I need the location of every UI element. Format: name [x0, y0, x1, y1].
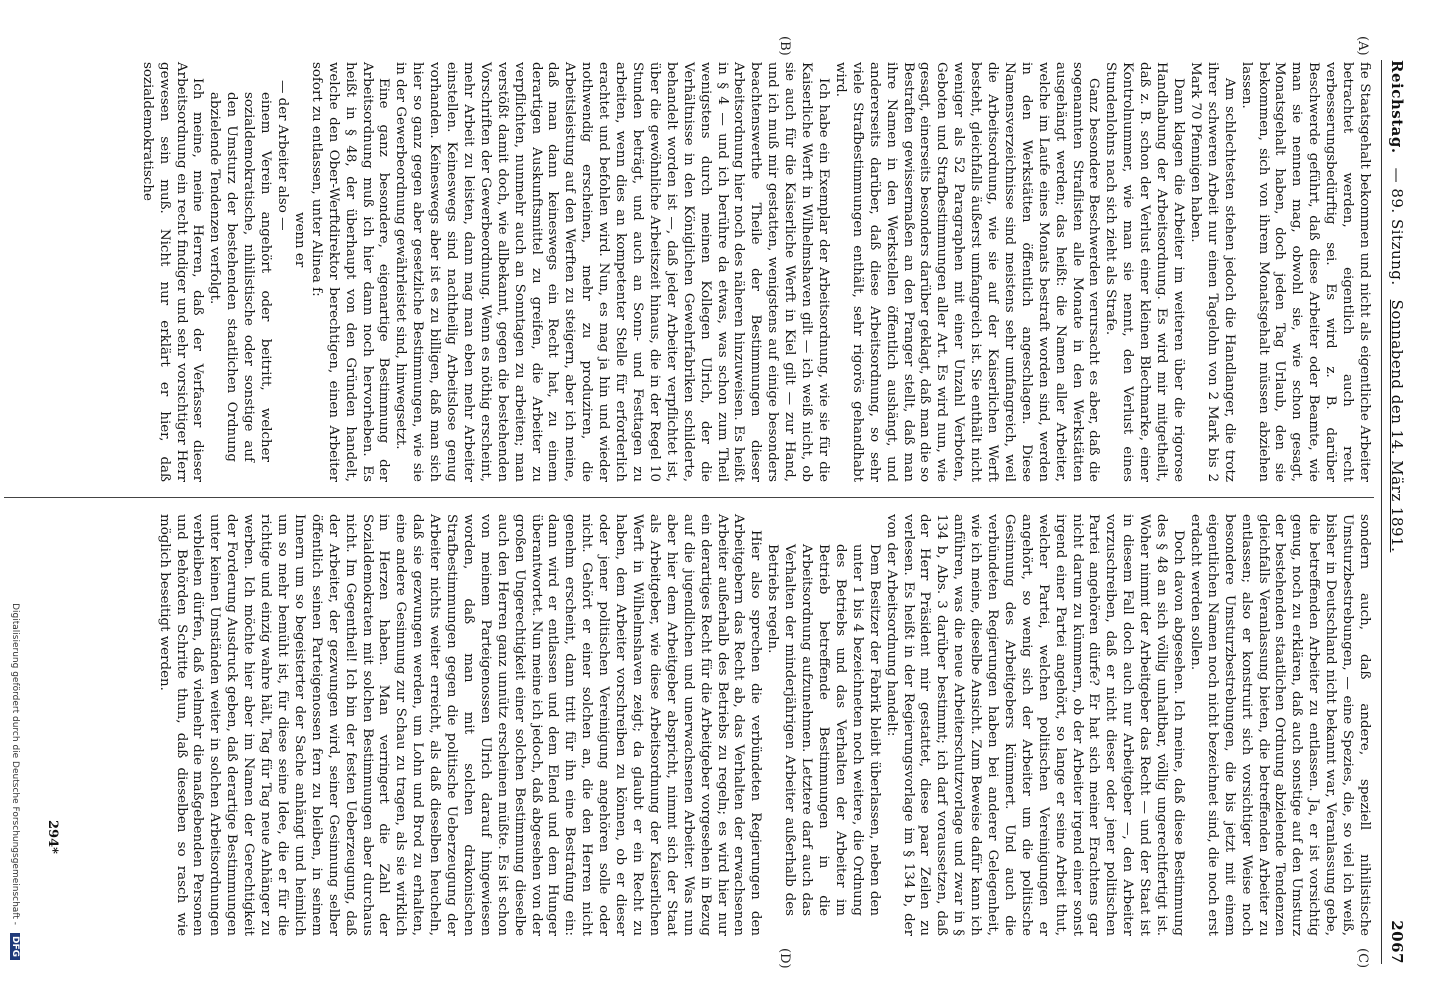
- header-page-number: 2067: [1388, 920, 1406, 964]
- paragraph: Eine ganz besondere, eigenartige Bestimmung der Arbeitsordnung muß ich hier dann noch hervorheben. Es heißt in § 48, der überhaupt von den Gründen handelt, welche den Ober-Werftdirektor berechtigen, einen Arbeiter sofort zu entlassen, unter Alinea f:: [308, 62, 392, 482]
- quote-block: einem Verein angehört oder beitritt, welcher sozialdemokratische, nihilistische oder sonstige auf den Umsturz der bestehenden staatlichen Ordnung abzielende Tendenzen verfolgt.: [207, 92, 274, 462]
- quote-block: Dem Besitzer der Fabrik bleibt überlassen, neben den unter 1 bis 4 bezeichneten noch weitere, die Ordnung des Betriebs und das Verhalten der Arbeiter im Betrieb betreffende Bestimmungen in die Arbeitsordnung aufzunehmen. Letztere darf auch das Verhalten der minderjährigen Arbeiter außerhalb des Betriebs regeln.: [765, 544, 882, 916]
- left-text-column: [138, 62, 1372, 482]
- column-divider: [4, 497, 1374, 498]
- header-session: — 89. Sitzung.: [1388, 167, 1406, 286]
- paragraph: Ich meine, meine Herren, daß der Verfasser dieser Arbeitsordnung ein recht findiger und sehr vorsichtiger Herr gewesen sein muß. Nicht nur erklärt er hier, daß sozialdemokratische: [139, 62, 206, 482]
- quote-line: — der Arbeiter also —: [275, 80, 290, 231]
- digitization-footer: [10, 60, 20, 960]
- paragraph: Doch davon abgesehen. Ich meine, daß diese Bestimmung des § 48 an sich völlig unhaltbar, völlig ungerechtfertigt ist. Woher nimmt der Arbeitgeber das Recht — und der Staat ist in diesem Fall doch auch nur Arbeitgeber —, den Arbeiter vorzuschreiben, daß er nicht dieser oder jener politischen Partei angehören dürfe? Er hat sich meiner Erachtens gar nicht darum zu kümmern, ob der Arbeiter irgend einer sonst irgend einer Partei angehört, so lange er seine Arbeit thut, welcher Partei, welchen politischen Vereinigungen er angehört, so wenig sich der Arbeiter um die politische Gesinnung des Arbeitgebers kümmert. Und auch die verbündeten Regierungen haben bei anderer Gelegenheit, wie ich meine, dieselbe Ansicht. Zum Beweise dafür kann ich anführen, was die neue Arbeiterschutzvorlage und zwar in § 134 b, Abs. 3 darüber bestimmt; ich darf voraussetzen, daß der Herr Präsident mir gestattet, diese paar Zeilen zu verlesen. Es heißt in der Regierungsvorlage im § 134 b, der von der Arbeitsordnung handelt:: [883, 514, 1187, 936]
- paragraph: Ich habe ein Exemplar der Arbeitsordnung, wie sie für die Kaiserliche Werft in Wilhelmshaven gilt — ich weiß nicht, ob sie auch für die Kaiserliche Werft in Kiel gilt — zur Hand, und ich muß mir gestatten, wenigstens auf einige besonders beachtenswerthe Theile der Bestimmungen dieser Arbeitsordnung hier noch des näheren hinzuweisen. Es heißt in § 4 — und ich berühre da etwas, was schon zum Theil wenigstens durch meinen Kollegen Ulrich, der die Verhältnisse in den Königlichen Gewehrfabriken schilderte, behandelt worden ist —, daß jeder Arbeiter verpflichtet ist, über die gewöhnliche Arbeitszeit hinaus, die in der Regel 10 Stunden beträgt, und auch an Sonn- und Festtagen zu arbeiten, wenn dies an kompetenter Stelle für erforderlich erachtet und befohlen wird. Nun, es mag ja hin und wieder nothwendig erscheinen, mehr zu produziren, die Arbeitsleistung auf den Werften zu steigern, aber ich meine, daß man dann keineswegs ein Recht hat, zu einem derartigen Auskunftsmittel zu greifen, die Arbeiter zu verpflichten, nunmehr auch an Sonntagen zu arbeiten; man verstößt damit doch, wie allbekannt, gegen die bestehenden Vorschriften der Gewerbeordnung. Wenn es nöthig erscheint, mehr Arbeit zu leisten, dann mag man eben mehr Arbeiter einstellen. Keineswegs sind nachtheilig Arbeitslose genug vorhanden. Keineswegs aber ist es zu billigen, daß man sich hier so ganz gegen aber gesetzliche Bestimmungen, wie sie in der Gewerbeordnung gewährleistet sind, hinwegsetzt.: [393, 62, 831, 482]
- paragraph: Hier also sprechen die verbündeten Regierungen den Arbeitgebern das Recht ab, das Verhalten der erwachsenen Arbeiter außerhalb des Betriebs zu regeln; es wird hier nur ein derartiges Recht für die Arbeitgeber vorgesehen in Bezug auf die jugendlichen und unerwachsenen Arbeiter. Was nun aber hier dem Arbeitgeber abspricht, nimmt sich der Staat als Arbeitgeber, wie diese Arbeitsordnung der Kaiserlichen Werft in Wilhelmshaven zeigt; da glaubt er ein Recht zu haben, dem Arbeiter vorschreiben zu können, ob er dieser oder jener politischen Vereinigung angehören solle oder nicht. Gehört er einer solchen an, die den Herren nicht genehm erscheint, dann tritt für ihn eine Bestrafung ein: dann wird er entlassen und dem Elend und dem Hunger überantwortet. Nun meine ich jedoch, daß abgesehen von der großen Ungerechtigkeit einer solchen Bestimmung dieselbe auch den Herren ganz unnütz erscheinen müßte. Es ist schon von meinem Parteigenossen Ulrich darauf hingewiesen worden, daß man mit solchen drakonischen Strafbestimmungen gegen die politische Ueberzeugung der Arbeiter nichts weiter erreicht, als daß dieselben heucheln, daß sie gezwungen werden, um Lohn und Brod zu erhalten, eine andere Gesinnung zur Schau zu tragen, als sie wirklich im Herzen haben. Man verringert die Zahl der Sozialdemokraten mit solchen Bestimmungen aber durchaus nicht. Im Gegentheil! Ich bin der festen Ueberzeugung, daß der Arbeiter, der gezwungen wird, seiner Gesinnung selber öffentlich seinen Parteigenossen fern zu bleiben, in seinem Innern um so begeisterter der Sache anhängt und heimlich um so mehr bemüht ist, für diese seine Idee, die er für die richtige und einzig wahre hält, Tag für Tag neue Anhänger zu werben. Ich möchte hier aber im Namen der Gerechtigkeit der Forderung Ausdruck geben, daß derartige Bestimmungen unter keinen Umständen weiter in solchen Arbeitsordnungen verbleiben dürfen, daß vielmehr die maßgebenden Personen und Behörden Schritte thun, daß dieselben so rasch wie möglich beseitigt werden.: [156, 514, 764, 937]
- header-title: Reichstag.: [1388, 60, 1406, 154]
- margin-mark-d: (D): [777, 948, 792, 969]
- margin-mark-c: (C): [1355, 948, 1370, 969]
- paragraph: fie Staatsgehalt bekommen und nicht als eigentliche Arbeiter betrachtet werden, eigentlich auch recht verbesserungsbedürftig sei. Es wird z. B. darüber Beschwerde geführt, daß diese Arbeiter oder Beamte, wie man sie nennen mag, obwohl sie, wie schon gesagt, Monatsgehalt haben, doch jeden Tag Urlaub, den sie bekommen, sich von ihrem Monatsgehalt müssen abziehen lassen.: [1238, 62, 1372, 482]
- quote-line: wenn er: [291, 212, 307, 268]
- margin-mark-a: (A): [1355, 36, 1370, 56]
- header-rule: [1381, 60, 1382, 964]
- digitization-note: Digitalisierung gefördert durch die Deutsche Forschungsgemeinschaft -: [10, 603, 20, 925]
- header-date: Sonnabend den 14. März 1891.: [1388, 299, 1406, 553]
- signature-mark: 294*: [45, 820, 60, 854]
- right-text-column: [155, 514, 1372, 936]
- paragraph: Dann klagen die Arbeiter im weiteren über die rigorose Handhabung der Arbeitsordnung. Es wird mir mitgetheilt, daß z. B. schon der Verlust einer kleinen Blechmarke, einer Kontrolnummer, wie man sie nennt, den Verlust eines Stundenlohns nach sich zieht als Strafe.: [1103, 62, 1187, 482]
- page-header: [1384, 60, 1406, 964]
- paragraph: Am schlechtesten stehen jedoch die Handlanger, die trotz ihrer schweren Arbeit nur einen Tagelohn von 2 Mark bis 2 Mark 70 Pfennigen haben.: [1187, 62, 1237, 482]
- paragraph: Ganz besondere Beschwerden verursacht es aber, daß die sogenannten Straflisten alle Monate in den Werkstätten ausgehängt werden; das heißt: die Namen aller Arbeiter, welche im Laufe eines Monats bestraft worden sind, werden in den Werkstätten öffentlich angeschlagen. Diese Namensverzeichnisse sind meistens sehr umfangreich, weil die Arbeitsordnung, wie sie auf der Kaiserlichen Werft besteht, gleichfalls äußerst umfangreich ist. Sie enthält nicht weniger als 52 Paragraphen mit einer Unzahl Verboten, Geboten und Strafbestimmungen aller Art. Es wird nun, wie gesagt, einerseits besonders darüber geklagt, daß man die so Bestraften gewissermaßen an den Pranger stellt, daß man ihre Namen in den Werkstellen öffentlich aushängt, und andererseits darüber, daß diese Arbeitsordnung, so sehr viele Strafbestimmungen enthält, sehr rigorös gehandhabt wird.: [832, 62, 1102, 483]
- margin-mark-b: (B): [777, 36, 792, 56]
- paragraph: sondern auch, daß andere, speziell nihilistische Umsturzbestrebungen, — eine Spezies, die, so viel ich weiß, bisher in Deutschland nicht bekannt war, Veranlassung gebe, die betreffenden Arbeiter zu entlassen. Ja, er ist vorsichtig genug, noch zu erklären, daß auch sonstige auf den Umsturz der bestehenden staatlichen Ordnung abzielende Tendenzen gleichfalls Veranlassung bieten, die betreffenden Arbeiter zu entlassen; also er konstruirt sich vorsichtiger Weise noch besondere Umsturzbestrebungen, die bis jetzt mit einem eigentlichen Namen noch nicht bezeichnet sind, die noch erst erdacht werden sollen.: [1187, 514, 1372, 936]
- dfg-logo-icon: DFG: [10, 933, 20, 960]
